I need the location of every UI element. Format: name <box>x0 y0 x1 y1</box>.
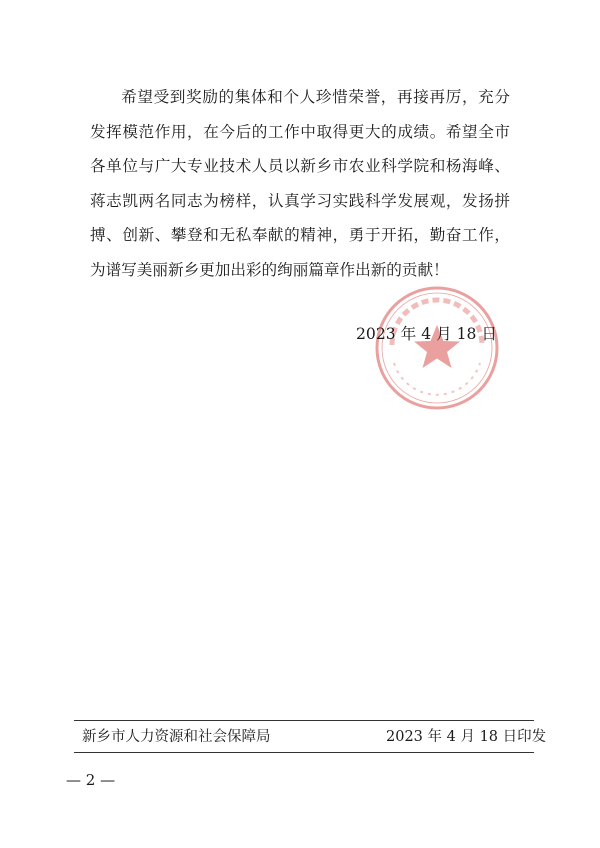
footer-issue-date: 2023 年 4 月 18 日印发 <box>386 729 547 745</box>
footer-issuer: 新乡市人力资源和社会保障局 <box>82 729 271 745</box>
footer-rule-top <box>74 720 534 721</box>
official-seal <box>372 283 502 413</box>
footer-rule-bottom <box>74 752 534 753</box>
signature-date: 2023 年 4 月 18 日 <box>356 325 498 343</box>
body-paragraph: 希望受到奖励的集体和个人珍惜荣誉，再接再厉，充分发挥模范作用，在今后的工作中取得更大的成绩。希望全市各单位与广大专业技术人员以新乡市农业科学院和杨海峰、蒋志凯两名同志为榜样，认真学习实践科学发展观，发扬拼搏、创新、攀登和无私奉献的精神，勇于开拓，勤奋工作，为谱写美丽新乡更加出彩的绚丽篇章作出新的贡献！ <box>90 88 510 279</box>
body-text <box>90 80 510 287</box>
seal-icon <box>372 283 502 413</box>
page-number: — 2 — <box>66 771 116 789</box>
